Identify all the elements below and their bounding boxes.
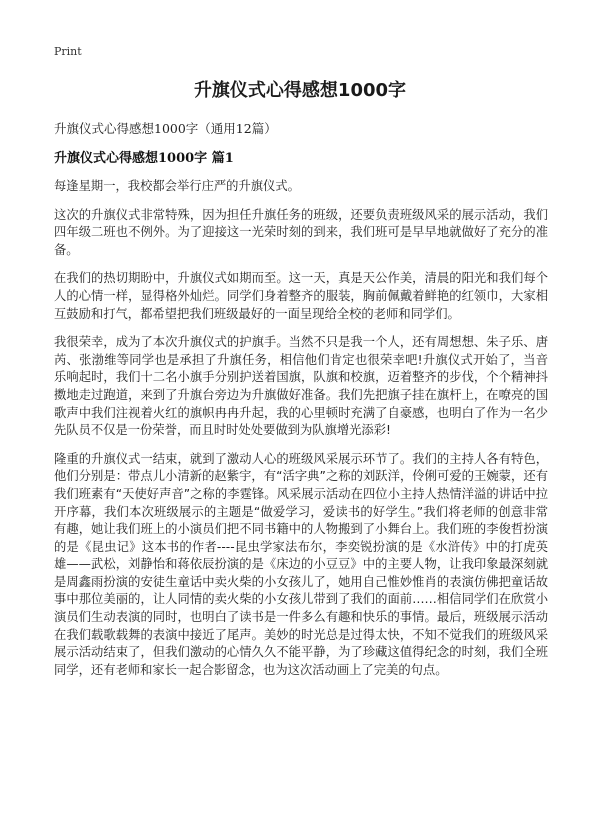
paragraph: 每逢星期一，我校都会举行庄严的升旗仪式。 bbox=[54, 179, 300, 193]
section-heading: 升旗仪式心得感想1000字 篇1 bbox=[54, 151, 234, 166]
paragraph: 在我们的热切期盼中，升旗仪式如期而至。这一天，真是天公作美，清晨的阳光和我们每个人的心情一样，显得格外灿烂。同学们身着整齐的服装，胸前佩戴着鲜艳的红领巾，大家相互鼓励和打气，都希望把我们班级最好的一面呈现给全校的老师和同学们。 bbox=[54, 271, 548, 321]
document-title: 升旗仪式心得感想1000字 bbox=[193, 80, 407, 101]
article-body bbox=[54, 178, 548, 690]
document-subtitle: 升旗仪式心得感想1000字（通用12篇） bbox=[54, 121, 277, 136]
paragraph: 隆重的升旗仪式一结束，就到了激动人心的班级风采展示环节了。我们的主持人各有特色，他们分别是：带点儿小清新的赵紫宇，有“活字典”之称的刘跃洋，伶俐可爱的王婉蒙，还有我们班素有“天使好声音”之称的李霆锋。风采展示活动在四位小主持人热情洋溢的讲话中拉开序幕，我们本次班级展示的主题是“做爱学习，爱读书的好学生。”我们将老师的创意非常有趣，她让我们班上的小演员们把不同书籍中的人物搬到了小舞台上。我们班的李俊哲扮演的是《昆虫记》这本书的作者----昆虫学家法布尔，李奕锐扮演的是《水浒传》中的打虎英雄——武松，刘静怡和蒋依辰扮演的是《床边的小豆豆》中的主要人物，让我印象最深刻就是周鑫雨扮演的安徒生童话中卖火柴的小女孩儿了，她用自己惟妙惟肖的表演仿佛把童话故事中那位美丽的，让人同情的卖火柴的小女孩儿带到了我们的面前……相信同学们在欣赏小演员们生动表演的同时，也明白了读书是一件多么有趣和快乐的事情。最后，班级展示活动在我们载歌载舞的表演中接近了尾声。美妙的时光总是过得太快，不知不觉我们的班级风采展示活动结束了，但我们激动的心情久久不能平静，为了珍藏这值得纪念的时刻，我们全班同学，还有老师和家长一起合影留念，也为这次活动画上了完美的句点。 bbox=[54, 451, 548, 677]
paragraph: 我很荣幸，成为了本次升旗仪式的护旗手。当然不只是我一个人，还有周想想、朱子乐、唐芮、张渤维等同学也是承担了升旗任务，相信他们肯定也很荣幸吧!升旗仪式开始了，当音乐响起时，我们十二名小旗手分别护送着国旗，队旗和校旗，迈着整齐的步伐，个个精神抖擞地走过跑道，来到了升旗台旁边为升旗做好准备。我们先把旗子挂在旗杆上，在嘹亮的国歌声中我们注视着火红的旗帜冉冉升起，我的心里顿时充满了自豪感，也明白了作为一名少先队员不仅是一份荣誉，而且时时处处要做到为队旗增光添彩! bbox=[54, 335, 548, 438]
paragraph: 这次的升旗仪式非常特殊，因为担任升旗任务的班级，还要负责班级风采的展示活动，我们四年级二班也不例外。为了迎接这一光荣时刻的到来，我们班可是早早地就做好了充分的准备。 bbox=[54, 207, 548, 257]
print-link[interactable]: Print bbox=[54, 45, 82, 58]
